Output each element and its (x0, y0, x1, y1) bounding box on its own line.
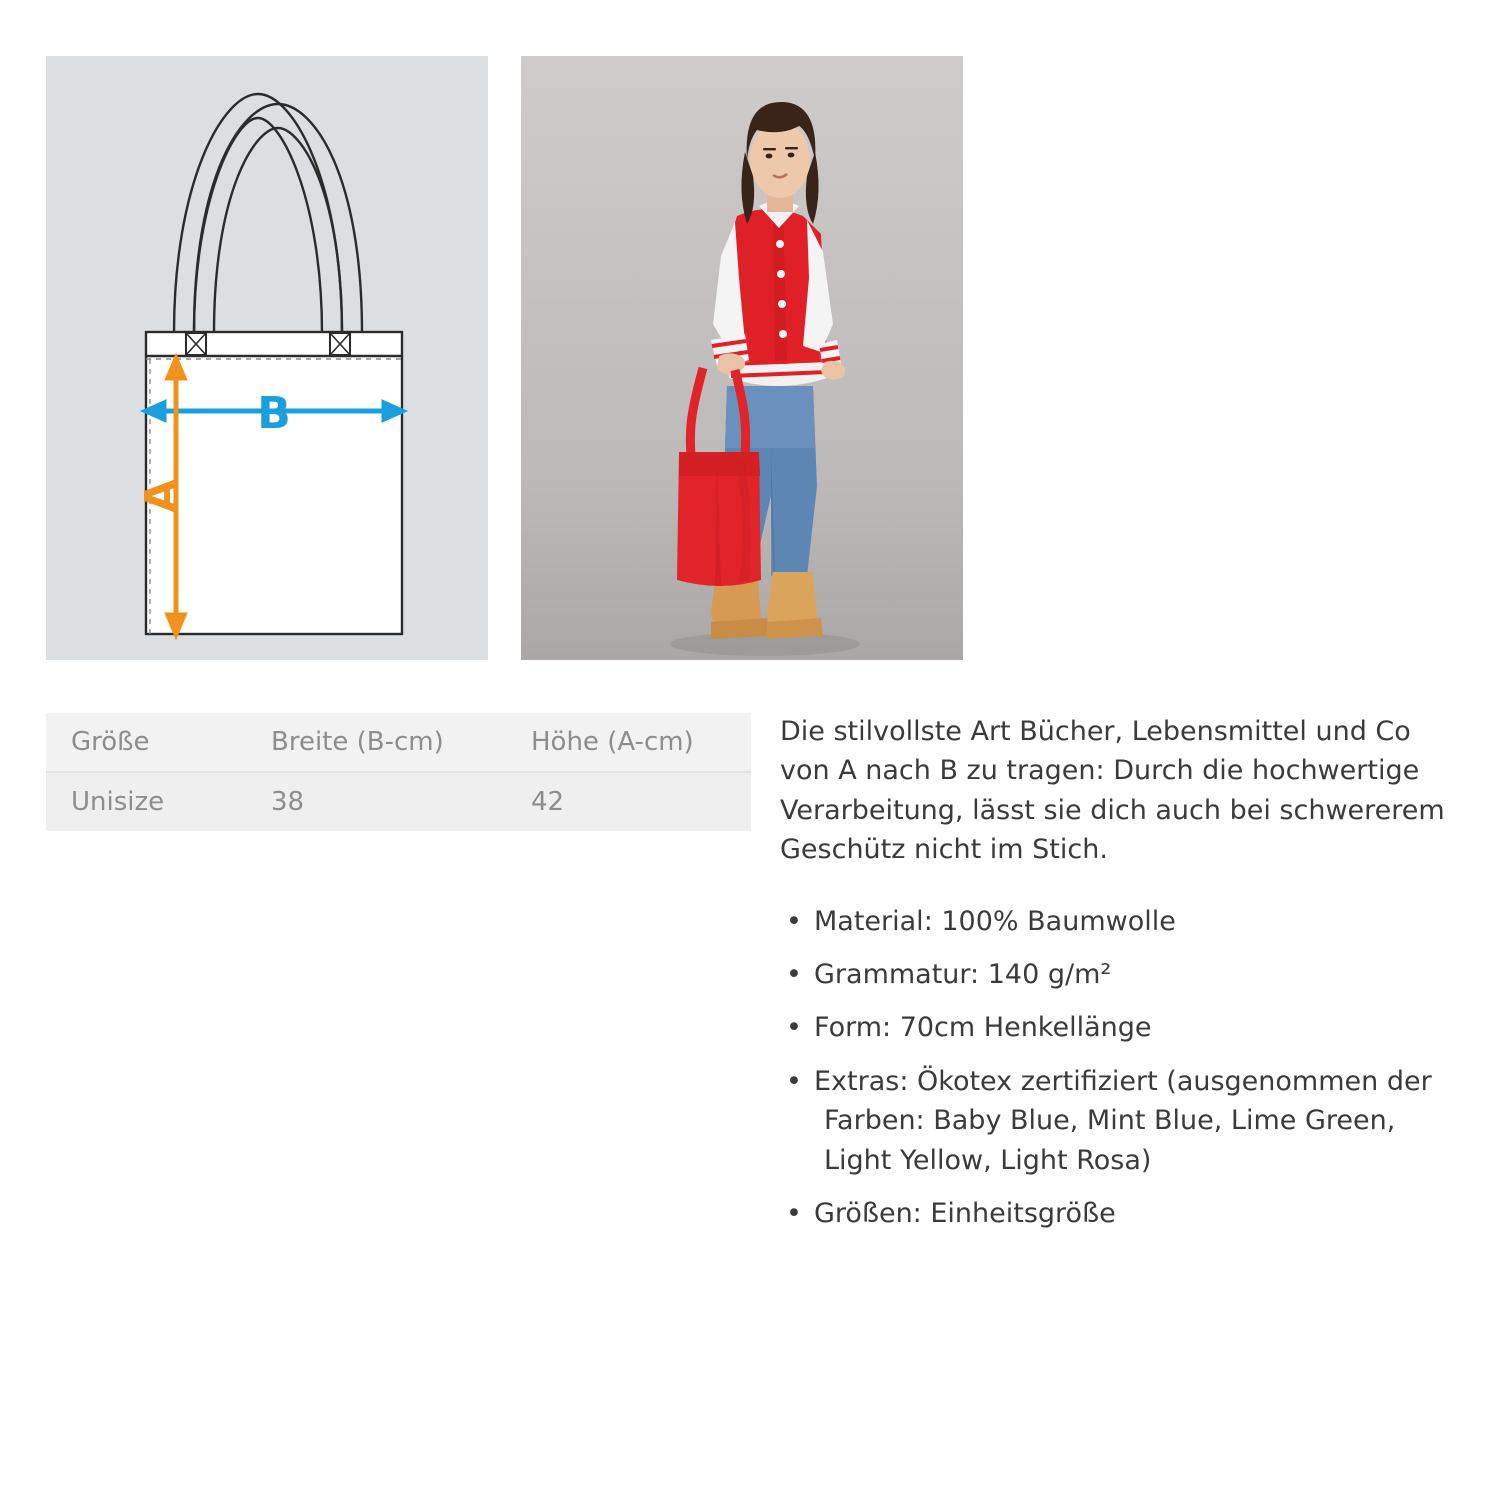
diagram-label-a: A (136, 478, 187, 514)
size-table (46, 713, 751, 831)
size-table-header-width: Breite (B-cm) (271, 727, 444, 757)
feature-extras-text: Extras: Ökotex zertifiziert (ausgenommen der (814, 1065, 1432, 1097)
feature-sizes-text: Größen: Einheitsgröße (814, 1198, 1116, 1230)
list-item (780, 955, 1460, 994)
description-intro-text: Die stilvollste Art Bücher, Lebensmittel und Co von A nach B zu tragen: Durch die hochwertige Verarbeitung, lässt sie dich auch bei schwererem Geschütz nicht im Stich. (780, 716, 1445, 866)
feature-form-text: Form: 70cm Henkellänge (814, 1012, 1152, 1044)
model-photo-panel (521, 56, 963, 660)
feature-material-text: Material: 100% Baumwolle (814, 905, 1176, 937)
bullet-icon: • (786, 1012, 802, 1044)
feature-extras-subtext: Farben: Baby Blue, Mint Blue, Lime Green, Light Yellow, Light Rosa) (824, 1105, 1396, 1176)
list-item (780, 1008, 1460, 1047)
tote-bag-diagram-icon (46, 56, 488, 660)
measurement-diagram-panel (46, 56, 488, 660)
bullet-icon: • (786, 905, 802, 937)
table-row (46, 772, 751, 831)
size-table-header-height: Höhe (A-cm) (531, 727, 694, 757)
product-feature-list (780, 902, 1460, 1234)
list-item (780, 1194, 1460, 1233)
size-table-header-row (46, 713, 751, 772)
size-table-header-size: Größe (71, 727, 150, 757)
bullet-icon: • (786, 1198, 802, 1230)
list-item (780, 902, 1460, 941)
size-cell-name: Unisize (71, 787, 165, 817)
bullet-icon: • (786, 1065, 802, 1097)
bullet-icon: • (786, 959, 802, 991)
product-media-row (46, 56, 963, 660)
list-item (780, 1062, 1460, 1180)
model-with-tote-bag-illustration (521, 56, 963, 660)
size-cell-width: 38 (271, 787, 305, 817)
diagram-label-b: B (257, 388, 291, 439)
feature-weight-text: Grammatur: 140 g/m² (814, 959, 1112, 991)
product-description (780, 712, 1460, 1247)
size-cell-height: 42 (531, 787, 565, 817)
